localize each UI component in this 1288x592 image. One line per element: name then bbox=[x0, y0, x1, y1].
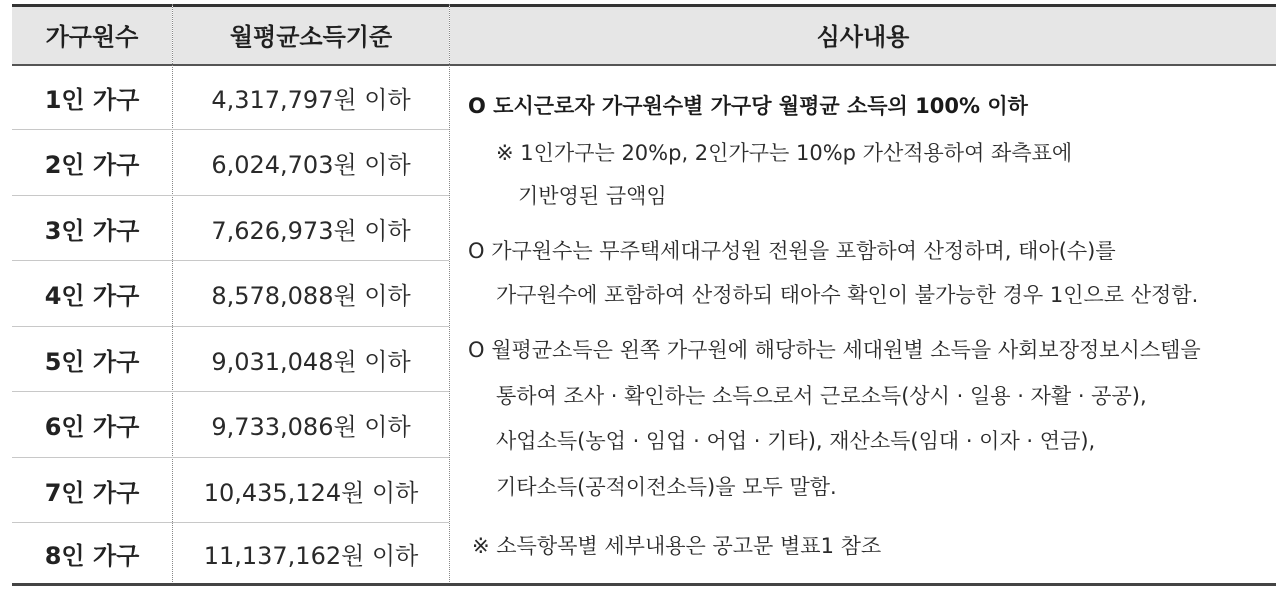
review-item-household-count: O 가구원수는 무주택세대구성원 전원을 포함하여 산정하며, 태아(수)를 bbox=[468, 239, 1116, 263]
household-size-cell: 8인 가구 bbox=[44, 541, 140, 570]
review-item-household-count-continued: 가구원수에 포함하여 산정하되 태아수 확인이 불가능한 경우 1인으로 산정함. bbox=[496, 283, 1199, 307]
review-note: ※ 1인가구는 20%p, 2인가구는 10%p 가산적용하여 좌측표에 bbox=[496, 141, 1073, 165]
household-size-cell: 1인 가구 bbox=[44, 86, 140, 114]
household-size-cell: 5인 가구 bbox=[44, 347, 140, 376]
header-monthly-income-standard: 월평균소득기준 bbox=[229, 23, 393, 51]
income-limit-cell: 7,626,973원 이하 bbox=[211, 216, 411, 245]
household-size-cell: 7인 가구 bbox=[44, 478, 140, 507]
household-size-cell: 4인 가구 bbox=[44, 282, 140, 310]
review-note-continued: 기반영된 금액임 bbox=[518, 184, 667, 208]
income-limit-cell: 6,024,703원 이하 bbox=[211, 151, 411, 179]
income-limit-cell: 11,137,162원 이하 bbox=[203, 541, 419, 570]
household-size-cell: 6인 가구 bbox=[44, 413, 140, 441]
column-divider bbox=[449, 4, 450, 584]
review-item-monthly-income-line4: 기타소득(공적이전소득)을 모두 말함. bbox=[496, 475, 837, 499]
income-limit-cell: 9,031,048원 이하 bbox=[211, 347, 411, 376]
header-household-count: 가구원수 bbox=[45, 23, 139, 51]
income-limit-cell: 8,578,088원 이하 bbox=[211, 282, 411, 310]
review-item-income-ratio: O 도시근로자 가구원수별 가구당 월평균 소득의 100% 이하 bbox=[468, 94, 1028, 118]
review-item-monthly-income-line2: 통하여 조사 · 확인하는 소득으로서 근로소득(상시 · 일용 · 자활 · 공공), bbox=[496, 384, 1147, 408]
review-item-monthly-income-line3: 사업소득(농업 · 임업 · 어업 · 기타), 재산소득(임대 · 이자 · 연금), bbox=[496, 429, 1096, 453]
income-criteria-table bbox=[12, 0, 1276, 586]
income-limit-cell: 4,317,797원 이하 bbox=[211, 86, 411, 114]
review-reference-note: ※ 소득항목별 세부내용은 공고문 별표1 참조 bbox=[472, 534, 882, 558]
household-size-cell: 2인 가구 bbox=[44, 151, 140, 179]
household-size-cell: 3인 가구 bbox=[44, 216, 140, 245]
header-review-content: 심사내용 bbox=[816, 23, 910, 51]
review-item-monthly-income: O 월평균소득은 왼쪽 가구원에 해당하는 세대원별 소득을 사회보장정보시스템을 bbox=[468, 338, 1201, 362]
table-bottom-border bbox=[12, 583, 1276, 586]
income-limit-cell: 10,435,124원 이하 bbox=[203, 478, 419, 507]
income-limit-cell: 9,733,086원 이하 bbox=[211, 413, 411, 441]
